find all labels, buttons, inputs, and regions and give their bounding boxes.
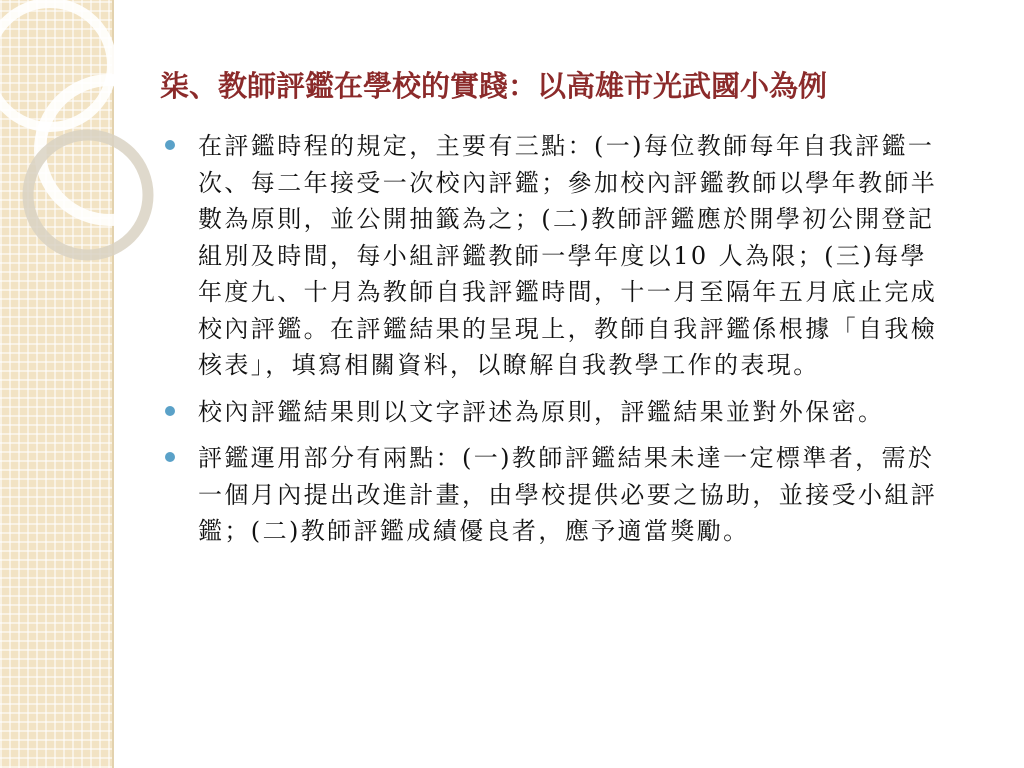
decorative-circles — [0, 0, 180, 300]
slide-title: 柒、教師評鑑在學校的實踐：以高雄市光武國小為例 — [160, 69, 828, 103]
bullet-text: 評鑑運用部分有兩點：(一)教師評鑑結果未達一定標準者，需於一個月內提出改進計畫，由學校提供必要之協助，並接受小組評鑑；(二)教師評鑑成績優良者，應予適當獎勵。 — [198, 444, 938, 545]
bullet-text: 校內評鑑結果則以文字評述為原則，評鑑結果並對外保密。 — [198, 397, 885, 426]
bullet-text: 在評鑑時程的規定，主要有三點：(一)每位教師每年自我評鑑一次、每二年接受一次校內評鑑；參加校內評鑑教師以學年教師半數為原則，並公開抽籤為之；(二)教師評鑑應於開學初公開登記組別及時間，每小組評鑑教師一學年度以10 人為限；(三)每學年度九、十月為教師自我評鑑時間，十一月至隔年五月底止完成校內評鑑。在評鑑結果的呈現上，教師自我評鑑係根據「自我檢核表」，填寫相關資料，以瞭解自我教學工作的表現。 — [198, 132, 938, 379]
bullet-item — [160, 394, 960, 431]
bullet-item — [160, 440, 960, 550]
bullet-item — [160, 128, 960, 384]
bullet-dot-icon — [165, 406, 175, 416]
bullet-dot-icon — [165, 140, 175, 150]
bullet-dot-icon — [165, 452, 175, 462]
bullet-list — [160, 128, 960, 560]
